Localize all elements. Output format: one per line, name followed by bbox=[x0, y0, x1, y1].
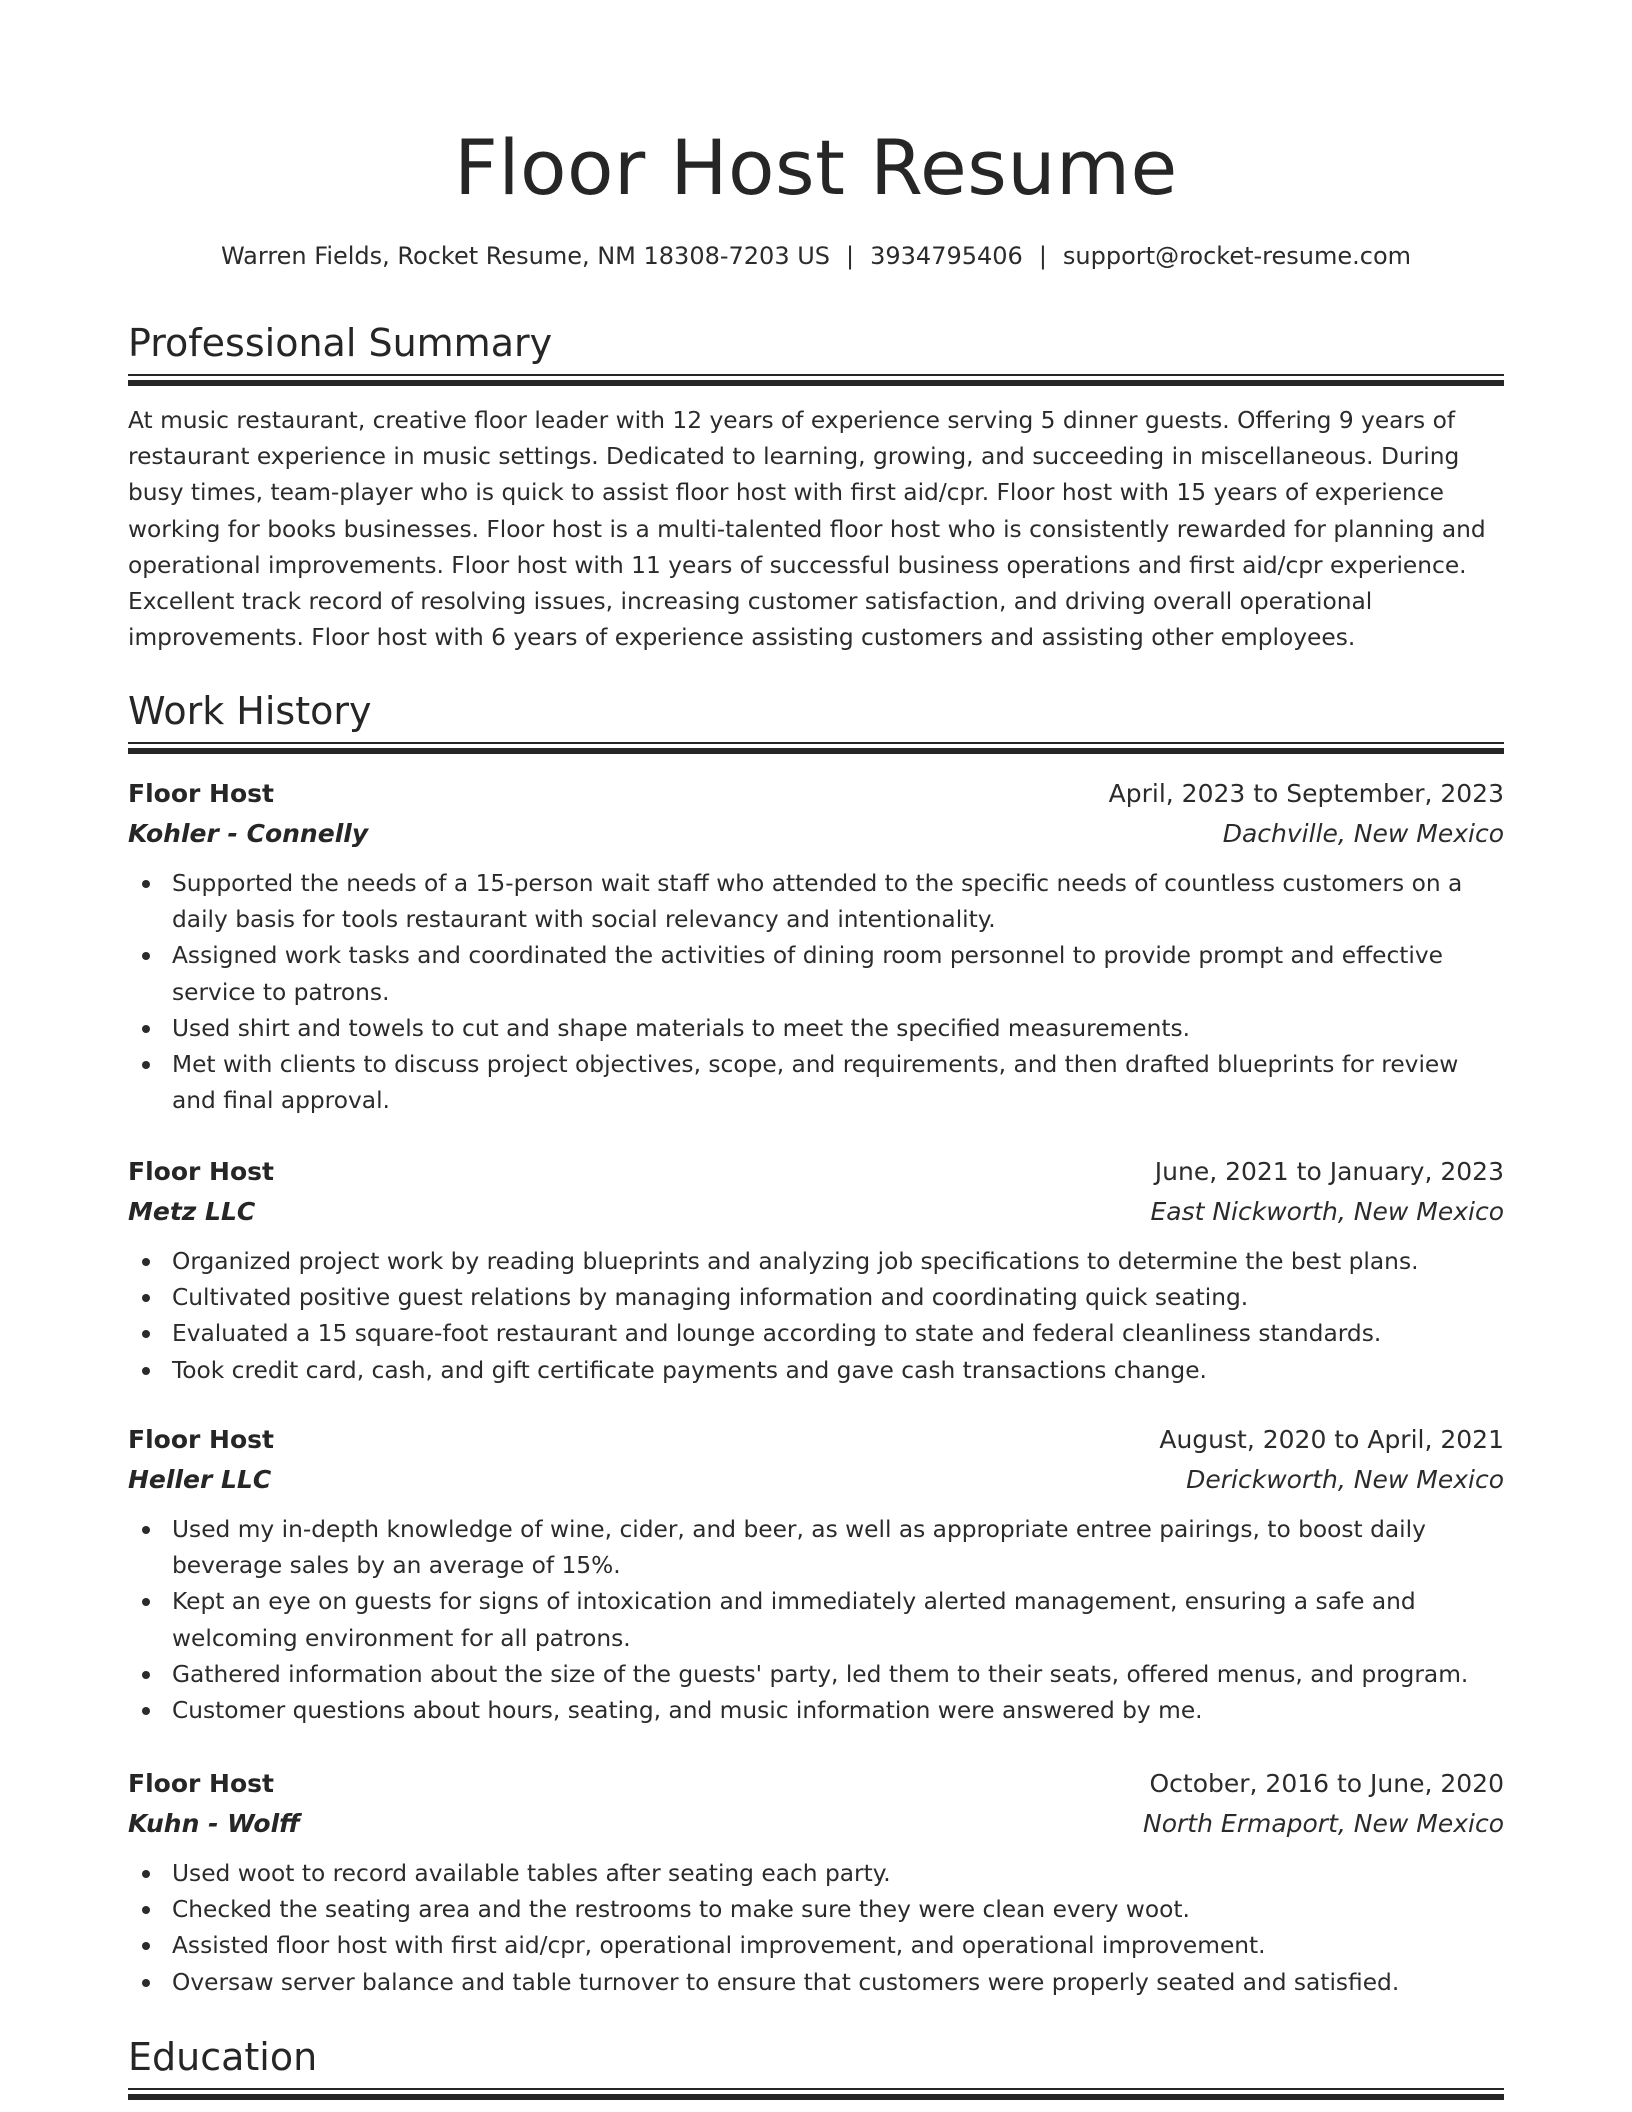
section-rule bbox=[128, 742, 1504, 754]
contact-phone: 3934795406 bbox=[870, 242, 1023, 270]
bullet-icon bbox=[142, 952, 150, 960]
job-header-row bbox=[128, 1764, 1504, 1804]
list-item bbox=[128, 1928, 1504, 1964]
contact-email: support@rocket-resume.com bbox=[1062, 242, 1412, 270]
contact-separator: | bbox=[846, 242, 855, 270]
job-company: Kuhn - Wolff bbox=[128, 1809, 300, 1838]
bullet-text: Assisted floor host with first aid/cpr, operational improvement, and operational improvement. bbox=[172, 1932, 1266, 1960]
bullet-icon bbox=[142, 1598, 150, 1606]
job-header-row bbox=[128, 1152, 1504, 1192]
job-location: North Ermaport, New Mexico bbox=[1143, 1809, 1504, 1838]
contact-line bbox=[128, 238, 1504, 274]
bullet-icon bbox=[142, 1707, 150, 1715]
bullet-icon bbox=[142, 1526, 150, 1534]
job-dates: June, 2021 to January, 2023 bbox=[1154, 1157, 1504, 1186]
bullet-text: Used woot to record available tables after seating each party. bbox=[172, 1860, 891, 1887]
job-title: Floor Host bbox=[128, 1157, 274, 1186]
job-company: Kohler - Connelly bbox=[128, 819, 369, 848]
contact-address: Warren Fields, Rocket Resume, NM 18308-7203 US bbox=[220, 242, 831, 270]
bullet-icon bbox=[142, 1330, 150, 1338]
bullet-text: Assigned work tasks and coordinated the activities of dining room personnel to provide prompt and effective service to patrons. bbox=[172, 942, 1444, 1006]
list-item bbox=[128, 1244, 1504, 1280]
job-company: Heller LLC bbox=[128, 1465, 272, 1494]
job-title: Floor Host bbox=[128, 1769, 274, 1798]
bullet-text: Took credit card, cash, and gift certificate payments and gave cash transactions change. bbox=[172, 1356, 1207, 1384]
bullet-icon bbox=[142, 1294, 150, 1302]
section-rule bbox=[128, 2088, 1504, 2100]
bullet-icon bbox=[142, 1870, 150, 1878]
job-bullets bbox=[128, 866, 1504, 1119]
job-company: Metz LLC bbox=[128, 1197, 256, 1226]
bullet-text: Oversaw server balance and table turnover to ensure that customers were properly seated and satisfied. bbox=[172, 1968, 1400, 1996]
list-item bbox=[128, 1892, 1504, 1928]
bullet-icon bbox=[142, 1367, 150, 1375]
job-location: Dachville, New Mexico bbox=[1222, 819, 1504, 848]
bullet-text: Supported the needs of a 15-person wait staff who attended to the specific needs of countless customers on a daily basis for tools restaurant with social relevancy and intentionality. bbox=[172, 870, 1463, 934]
list-item bbox=[128, 938, 1504, 1010]
list-item bbox=[128, 1965, 1504, 2001]
list-item bbox=[128, 1584, 1504, 1656]
job-location: Derickworth, New Mexico bbox=[1186, 1465, 1504, 1494]
bullet-text: Cultivated positive guest relations by managing information and coordinating quick seating. bbox=[172, 1284, 1249, 1312]
job-title: Floor Host bbox=[128, 779, 274, 808]
list-item bbox=[128, 1353, 1504, 1389]
job-dates: October, 2016 to June, 2020 bbox=[1149, 1769, 1504, 1798]
job-bullets bbox=[128, 1244, 1504, 1389]
bullet-icon bbox=[142, 1258, 150, 1266]
list-item bbox=[128, 1856, 1504, 1892]
bullet-icon bbox=[142, 1979, 150, 1987]
job-entry bbox=[128, 774, 1504, 1119]
job-header-row bbox=[128, 1420, 1504, 1460]
job-bullets bbox=[128, 1856, 1504, 2001]
bullet-icon bbox=[142, 1906, 150, 1914]
list-item bbox=[128, 1657, 1504, 1693]
section-rule bbox=[128, 374, 1504, 386]
bullet-text: Met with clients to discuss project objectives, scope, and requirements, and then drafted blueprints for review and final approval. bbox=[172, 1051, 1459, 1115]
job-company-row bbox=[128, 1192, 1504, 1232]
bullet-icon bbox=[142, 880, 150, 888]
bullet-text: Organized project work by reading blueprints and analyzing job specifications to determine the best plans. bbox=[172, 1248, 1419, 1275]
job-company-row bbox=[128, 1804, 1504, 1844]
bullet-icon bbox=[142, 1671, 150, 1679]
job-dates: April, 2023 to September, 2023 bbox=[1108, 779, 1504, 808]
bullet-text: Checked the seating area and the restrooms to make sure they were clean every woot. bbox=[172, 1896, 1190, 1924]
bullet-text: Customer questions about hours, seating, and music information were answered by me. bbox=[172, 1697, 1203, 1725]
job-header-row bbox=[128, 774, 1504, 814]
work-history-heading: Work History bbox=[128, 689, 372, 733]
bullet-text: Used shirt and towels to cut and shape materials to meet the specified measurements. bbox=[172, 1014, 1191, 1042]
list-item bbox=[128, 1693, 1504, 1729]
bullet-text: Used my in-depth knowledge of wine, cider, and beer, as well as appropriate entree pairings, to boost daily beverage sales by an average of 15%. bbox=[172, 1516, 1426, 1580]
job-dates: August, 2020 to April, 2021 bbox=[1159, 1425, 1504, 1454]
bullet-text: Evaluated a 15 square-foot restaurant and lounge according to state and federal cleanliness standards. bbox=[172, 1320, 1382, 1348]
list-item bbox=[128, 1280, 1504, 1316]
job-location: East Nickworth, New Mexico bbox=[1150, 1197, 1504, 1226]
job-entry bbox=[128, 1152, 1504, 1389]
job-entry bbox=[128, 1764, 1504, 2001]
list-item bbox=[128, 1047, 1504, 1119]
list-item bbox=[128, 1512, 1504, 1584]
list-item bbox=[128, 866, 1504, 938]
summary-text: At music restaurant, creative floor leader with 12 years of experience serving 5 dinner guests. Offering 9 years of restaurant experience in music settings. Dedicated to learning, growing, and succeeding in miscellaneous. During busy times, team-player who is quick to assist floor host with first aid/cpr. Floor host with 15 years of experience working for books businesses. Floor host is a multi-talented floor host who is consistently rewarded for planning and operational improvements. Floor host with 11 years of successful business operations and first aid/cpr experience. Excellent track record of resolving issues, increasing customer satisfaction, and driving overall operational improvements. Floor host with 6 years of experience assisting customers and assisting other employees. bbox=[128, 407, 1486, 652]
job-title: Floor Host bbox=[128, 1425, 274, 1454]
bullet-icon bbox=[142, 1025, 150, 1033]
bullet-text: Kept an eye on guests for signs of intoxication and immediately alerted management, ensuring a safe and welcoming environment for all patrons. bbox=[172, 1588, 1416, 1652]
contact-separator: | bbox=[1038, 242, 1047, 270]
job-company-row bbox=[128, 1460, 1504, 1500]
bullet-text: Gathered information about the size of the guests' party, led them to their seats, offered menus, and program. bbox=[172, 1660, 1469, 1688]
bullet-icon bbox=[142, 1061, 150, 1069]
education-heading: Education bbox=[128, 2035, 318, 2079]
resume-title: Floor Host Resume bbox=[454, 123, 1178, 212]
summary-heading: Professional Summary bbox=[128, 321, 553, 365]
list-item bbox=[128, 1011, 1504, 1047]
job-entry bbox=[128, 1420, 1504, 1729]
bullet-icon bbox=[142, 1942, 150, 1950]
list-item bbox=[128, 1316, 1504, 1352]
job-bullets bbox=[128, 1512, 1504, 1729]
job-company-row bbox=[128, 814, 1504, 854]
